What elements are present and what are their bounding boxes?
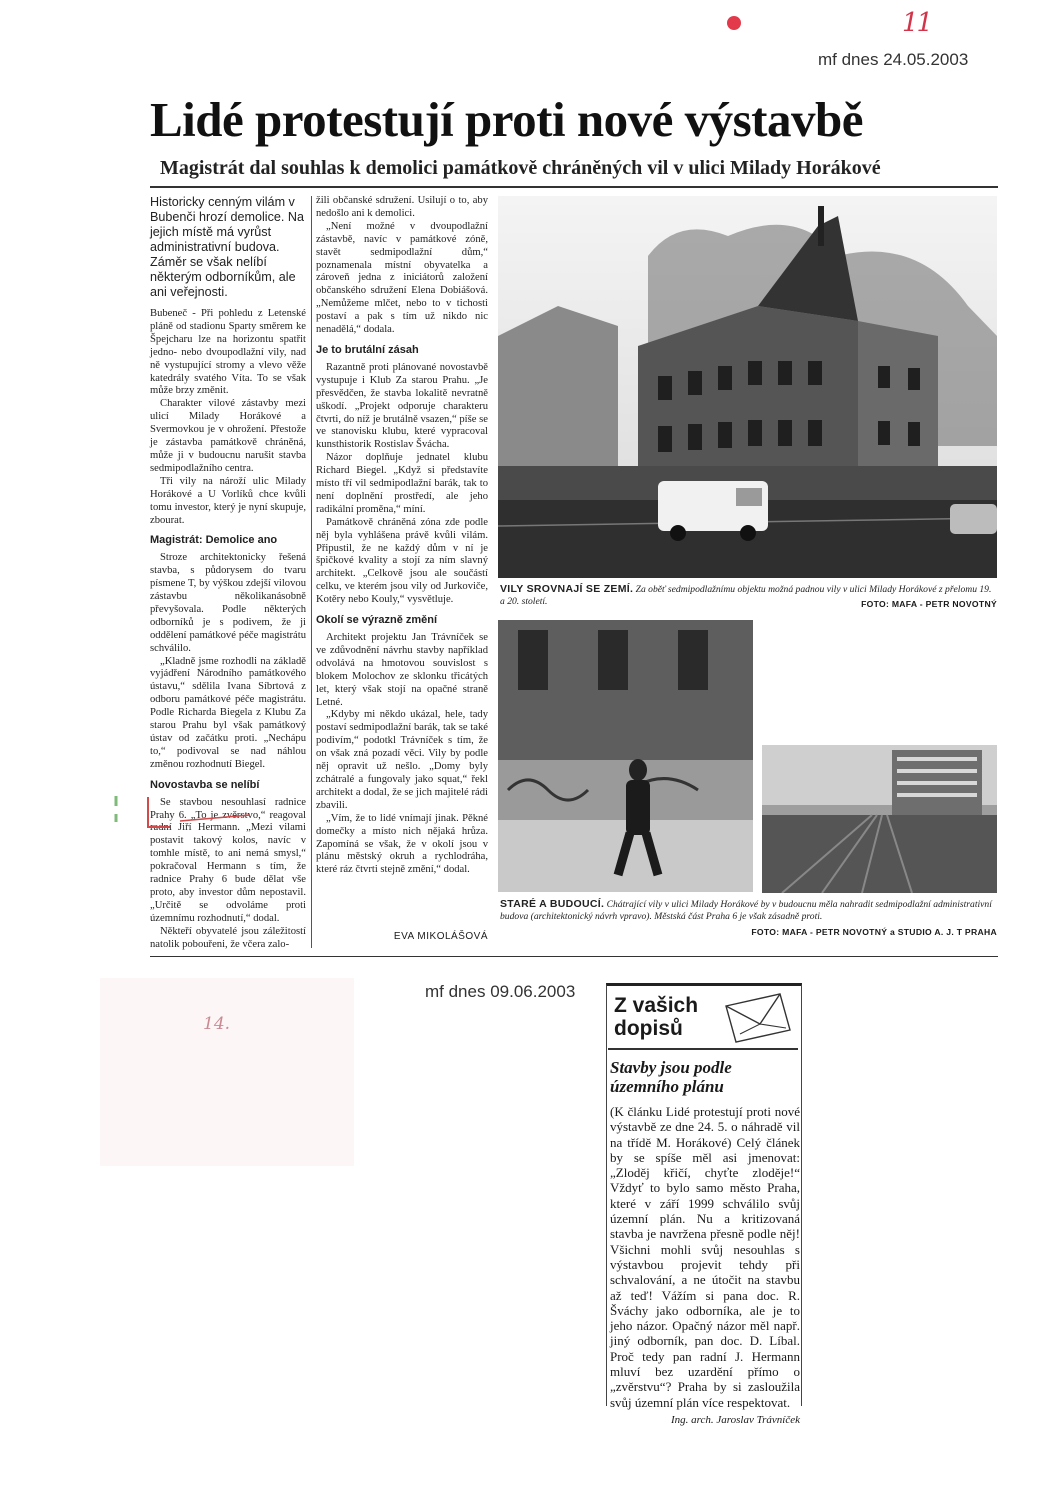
article-author: EVA MIKOLÁŠOVÁ (393, 931, 488, 942)
paragraph: Tři vily na nároží ulic Milady Horákové a U Vorlíků chce kvůli tomu investor, který je nyní skupuje, zbourat. (150, 475, 306, 526)
section-heading: Je to brutální zásah (316, 343, 419, 356)
caption-text: Chátrající vily v ulici Milady Horákové by v budoucnu měla nahradit sedmipodlažní administrativní budova (architektonický návrh vpravo). Městská část Praha 6 je však zásadně proti. (500, 899, 992, 922)
photo-villas (498, 196, 997, 578)
article-column-2 (316, 195, 488, 877)
paragraph: Se stavbou nesouhlasí radnice Prahy 6. „To je zvěrstvo,“ reagoval radní Jiří Hermann. „Mezi vilami postavit takový kolos, navíc v tomhle místě, to ani nemá smysl,“ pokračoval Hermann s tím, že radnice Prahy 6 bude dělat vše proto, aby investor dům nepostavil. „Určitě se odvoláme proti územnímu rozhodnutí,“ dodal. (150, 796, 306, 924)
section-heading: Okolí se výrazně změní (316, 614, 438, 627)
source-date-label-2: mf dnes 09.06.2003 (425, 982, 576, 1001)
caption-title: VILY SROVNAJÍ SE ZEMÍ. (500, 583, 634, 595)
villa-photo-illustration (498, 196, 997, 578)
section-heading: Novostavba se nelíbí (150, 778, 260, 791)
paragraph: „Kdyby mi někdo ukázal, hele, tady postaví sedmipodlažní barák, tak se také podivím,“ podotkl Trávníček s tím, že on však zná pozadí věci. Vily by podle něj opravit už nešlo. „Domy byly zchátralé a fungovaly jako squat,“ řekl architekt a dodal, že se jich majitelé rádi zbavili. (316, 709, 488, 811)
source-date-label: mf dnes 24.05.2003 (818, 50, 969, 69)
header-rule (150, 186, 998, 188)
paragraph: Charakter vilové zástavby mezi ulicí Milady Horákové a Svermovkou je v ohrožení. Přestože je zástavba památkově chráněná, může ji v budoucnu narušit stavba sedmipodlažního centra. (150, 398, 306, 474)
caption-title: STARÉ A BUDOUCÍ. (500, 898, 605, 910)
paragraph: Stroze architektonicky řešená stavba, s půdorysem do tvaru písmene T, by výškou zdejší vilovou zástavbu několikanásobně převyšovala. Podle některých odborníků je s podivem, že ji oddělení památkové péče magistrátu schválilo. (150, 552, 306, 654)
caption-text: Za oběť sedmipodlažnímu objektu možná padnou vily v ulici Milady Horákové z přelomu 19. a 20. století. (500, 584, 992, 607)
paragraph: „Kladně jsme rozhodli na základě vyjádření Národního památkového ústavu,“ sdělila Ivana Síbrtová z odboru památkové péče magistrátu. Podle Richarda Biegela z Klubu Za starou Prahu byl však památkový ústav od začátku proti. „Nechápu to,“ podivoval se nad náhlou změnou rozhodnutí Biegel. (150, 655, 306, 770)
paragraph: žili občanské sdružení. Usilují o to, aby nedošlo ani k demolici. (316, 195, 488, 219)
paragraph: Názor doplňuje jednatel klubu Richard Biegel. „Když si představíte místo tří vil sedmipodlažní barák, tak to není doplnění prostředí, ale jeho radikální proměna,“ míní. (316, 452, 488, 515)
handwritten-page-number-2: 14. (203, 1014, 231, 1034)
paragraph: Architekt projektu Jan Trávníček se ve zdůvodnění návrhu stavby například odvolává na hmotovou souvislost s blokem Molochov ze sklonku třicátých let, který však stojí na opačné straně Letné. (316, 632, 488, 708)
paragraph: Památkově chráněná zóna zde podle něj byla vyhlášena právě kvůli vilám. Připustil, že ne každý dům v ní je špičkové kvality a stojí za ním slavný architekt. „Celkově jsou ale součástí celku, ve kterém jsou vily od Jurkoviče, Kotěry nebo Kouly,“ vysvětluje. (316, 516, 488, 606)
article-headline: Lidé protestují proti nové výstavbě (150, 92, 863, 147)
paragraph: Bubeneč - Při pohledu z Letenské pláně od stadionu Sparty směrem ke Špejcharu lze na horizontu spatřit jedno- nebo dvoupodlažní vily, nad ně vystupující stromy a vlevo věže katedrály svatého Víta. To se však může brzy změnit. (150, 308, 306, 397)
column-divider (311, 196, 312, 948)
photo-credit: FOTO: MAFA - PETR NOVOTNÝ a STUDIO A. J. T PRAHA (751, 927, 997, 937)
article-column-1 (150, 195, 306, 952)
street-photo-illustration (498, 620, 753, 892)
envelope-icon (720, 990, 794, 1044)
red-underline-mark (140, 795, 260, 835)
paragraph: Někteří obyvatelé jsou záležitostí natolik pobouřeni, že včera zalo- (150, 925, 306, 950)
letter-title: Stavby jsou podle územního plánu (610, 1058, 732, 1096)
paragraph: „Vím, že to lidé vnímají jinak. Pěkné domečky a místo nich nějaká hrůza. Zapomíná se však, že v okolí jsou v plánu městský okruh a rychlodráha, které ráz čtvrti stejně změní,“ dodal. (316, 812, 488, 876)
letter-signature: Ing. arch. Jaroslav Trávníček (670, 1414, 800, 1426)
design-rendering-illustration (762, 745, 997, 893)
handwritten-page-number: 11 (902, 8, 932, 38)
letter-title-rule (608, 1048, 798, 1050)
photo-new-building-design (762, 745, 997, 893)
red-stamp-dot (727, 16, 741, 30)
blank-note-area (100, 978, 354, 1166)
photo-old-villa-street (498, 620, 753, 892)
section-heading: Magistrát: Demolice ano (150, 534, 278, 547)
article-lead: Historicky cenným vilám v Bubenči hrozí demolice. Na jejich místě má vyrůst administrativní budova. Záměr se však nelíbí některým odborníkům, ale ani veřejnosti. (150, 195, 305, 299)
letters-section-title: Z vašich dopisů (614, 994, 699, 1040)
photo-credit: FOTO: MAFA - PETR NOVOTNÝ (861, 599, 997, 609)
caption-old-and-future (500, 898, 997, 923)
article-bottom-rule (150, 956, 998, 957)
article-subheadline: Magistrát dal souhlas k demolici památkově chráněných vil v ulici Milady Horákové (160, 157, 881, 179)
letter-body: (K článku Lidé protestují proti nové výstavbě ze dne 24. 5. o náhradě vil na třídě M. Horákové) Celý článek by se spíše měl asi jmenovat: „Zloděj křičí, chyťte zloděje!“ Vždyť to bylo samo město Praha, které v září 1999 schválilo svůj územní plán. Nu a kritizovaná stavba je navržena přesně podle něj! Všichni mohli svůj nesouhlas s výstavbou projevit tehdy při schvalování, a ne útočit na stavbu až teď! Vážím si pana doc. R. Šváchy jako odborníka, ale je to jeho názor. Opačný názor měl např. jiný odborník, pan doc. D. Líbal. Proč tedy pan radní J. Hermann mluví bez uzardění přímo o „zvěrstvu“? Praha by si zasloužila svůj územní plán více respektovat. (610, 1104, 800, 1410)
paragraph: „Není možné v dvoupodlažní zástavbě, navíc v památkové zóně, stavět sedmipodlažní dům,“ poznamenala místní obyvatelka a zároveň jedna z iniciátorů založení občanského sdružení Elena Dobiášová. „Nemůžeme mlčet, nebo to v tichosti postaví a pak s tím už nikdo nic nenadělá,“ dodala. (316, 220, 488, 336)
paragraph: Razantně proti plánované novostavbě vystupuje i Klub Za starou Prahu. „Je přesvědčen, že stavba lokalitě nevratně uškodí. „Projekt odporuje charakteru čtvrti, do níž je brutálně vsazen,“ píše se ve stanovisku klubu, které vypracoval kunsthistorik Rostislav Švácha. (316, 361, 488, 451)
